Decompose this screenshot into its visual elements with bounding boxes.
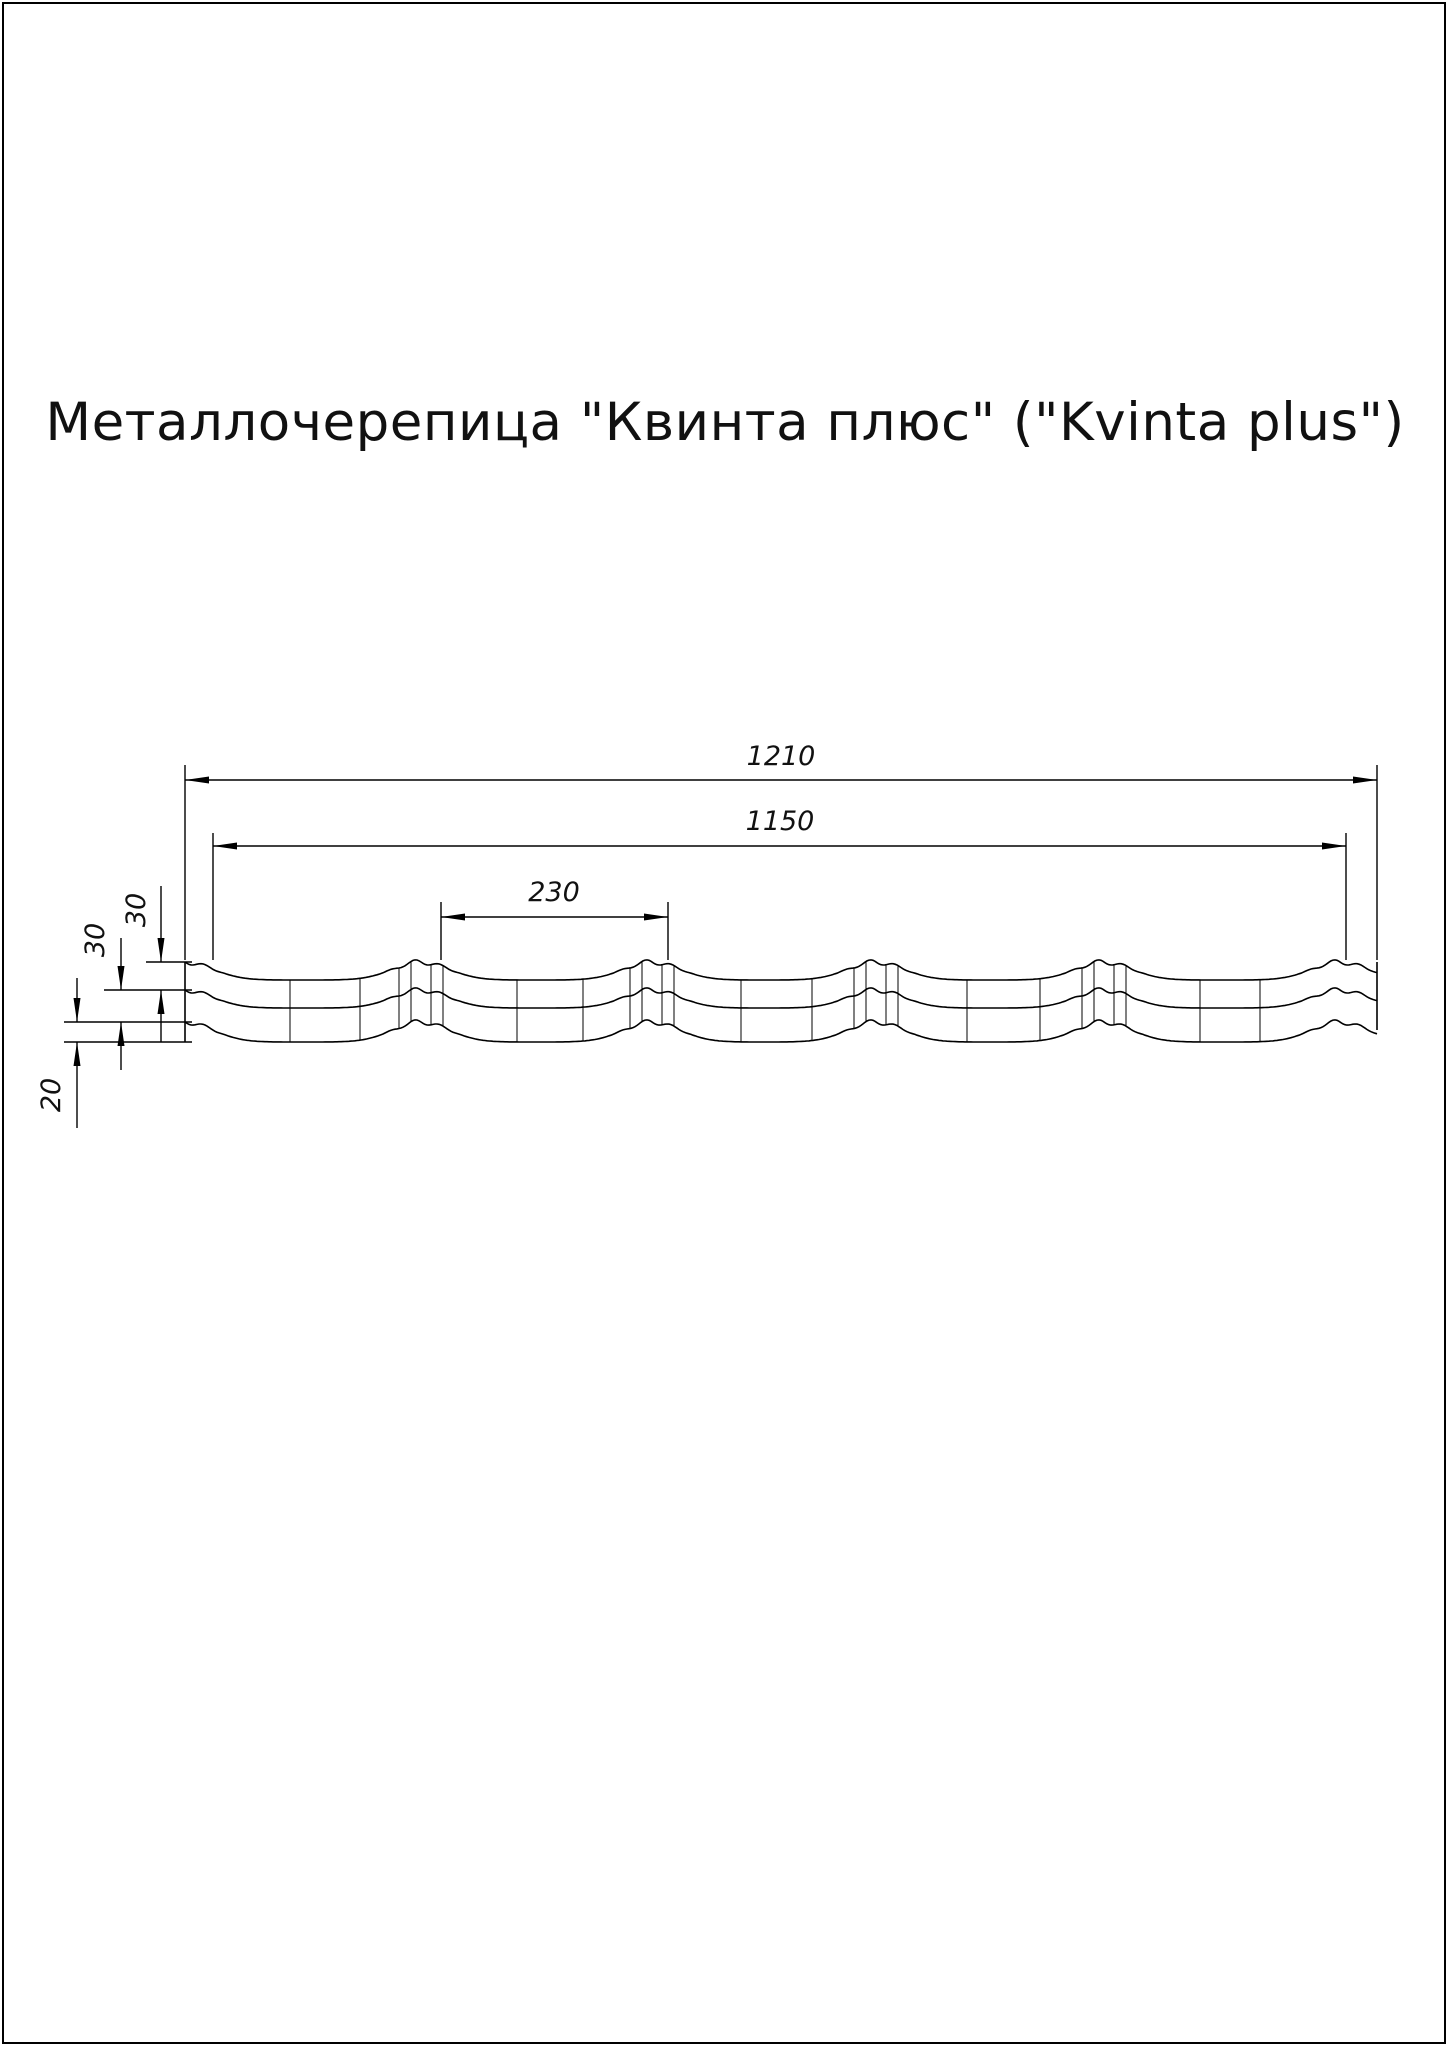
dimension-label-20: 20 xyxy=(36,1077,67,1113)
dimension-label-30-a: 30 xyxy=(121,892,152,928)
profile-middle-line xyxy=(185,988,1377,1008)
dimension-label-1150: 1150 xyxy=(745,806,815,837)
dimension-label-230: 230 xyxy=(528,877,580,908)
dimension-label-1210: 1210 xyxy=(746,741,816,772)
page-title: Металлочерепица "Квинта плюс" ("Kvinta plus") xyxy=(45,392,1405,453)
dimension-useful-width xyxy=(213,833,1346,960)
profile-bottom-edge xyxy=(185,1020,1377,1042)
dimension-overall-width xyxy=(185,765,1377,960)
dimension-wave-pitch xyxy=(441,902,668,960)
dimension-label-30-b: 30 xyxy=(80,922,111,958)
tile-profile xyxy=(185,960,1377,1042)
profile-top-edge xyxy=(185,960,1377,980)
